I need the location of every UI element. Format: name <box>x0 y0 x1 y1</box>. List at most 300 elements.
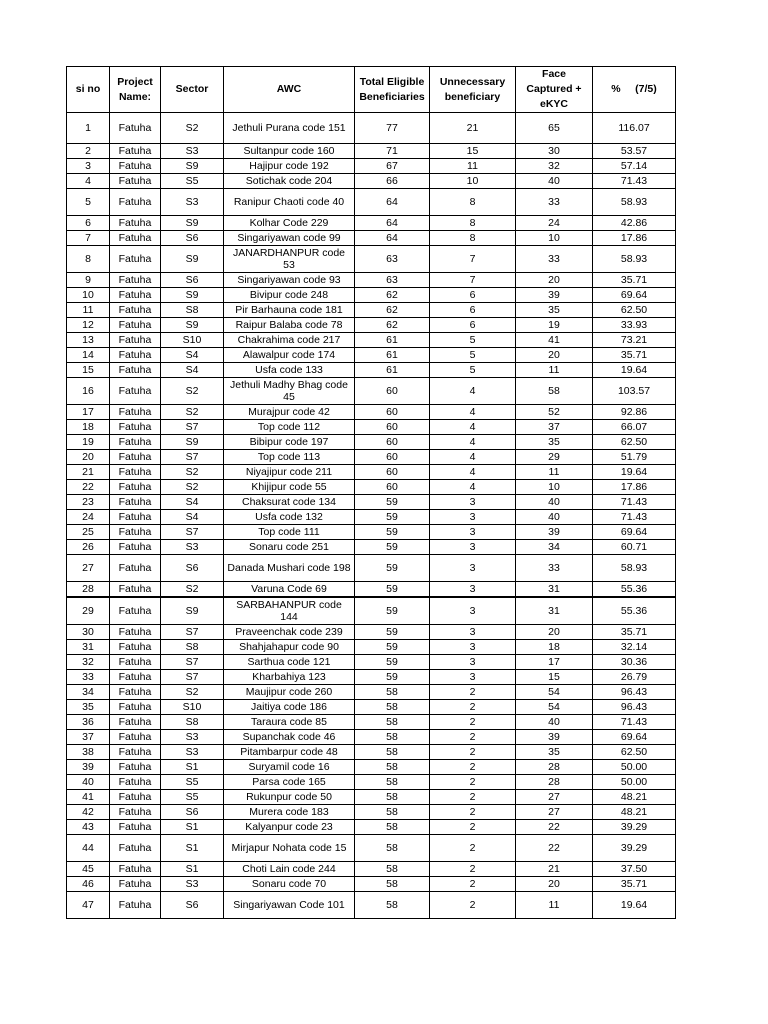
cell-face-captured: 35 <box>516 303 593 318</box>
table-row <box>67 159 676 174</box>
cell-percent: 57.14 <box>593 159 676 174</box>
cell-awc: Pir Barhauna code 181 <box>224 303 355 318</box>
table-row <box>67 655 676 670</box>
cell-unnecessary-count: 4 <box>430 435 516 450</box>
cell-row-number: 7 <box>67 231 110 246</box>
cell-project-name: Fatuha <box>110 775 161 790</box>
cell-total-eligible: 58 <box>355 877 430 892</box>
cell-row-number: 16 <box>67 378 110 405</box>
header-project-name: Project Name: <box>110 67 161 113</box>
header-percent: % (7/5) <box>593 67 676 113</box>
cell-unnecessary-count: 2 <box>430 775 516 790</box>
cell-row-number: 42 <box>67 805 110 820</box>
table-row <box>67 273 676 288</box>
cell-sector: S1 <box>161 820 224 835</box>
cell-row-number: 18 <box>67 420 110 435</box>
table-row <box>67 303 676 318</box>
cell-awc: Top code 112 <box>224 420 355 435</box>
table-row <box>67 348 676 363</box>
cell-unnecessary-count: 10 <box>430 174 516 189</box>
cell-face-captured: 28 <box>516 775 593 790</box>
cell-project-name: Fatuha <box>110 540 161 555</box>
cell-row-number: 38 <box>67 745 110 760</box>
cell-total-eligible: 62 <box>355 288 430 303</box>
cell-total-eligible: 58 <box>355 892 430 919</box>
table-row <box>67 597 676 625</box>
cell-total-eligible: 61 <box>355 363 430 378</box>
cell-total-eligible: 60 <box>355 480 430 495</box>
cell-row-number: 1 <box>67 113 110 144</box>
cell-percent: 60.71 <box>593 540 676 555</box>
cell-unnecessary-count: 8 <box>430 231 516 246</box>
cell-project-name: Fatuha <box>110 820 161 835</box>
cell-awc: Varuna Code 69 <box>224 582 355 598</box>
cell-unnecessary-count: 2 <box>430 877 516 892</box>
table-row <box>67 555 676 582</box>
cell-row-number: 20 <box>67 450 110 465</box>
cell-awc: Parsa code 165 <box>224 775 355 790</box>
cell-awc: Kalyanpur code 23 <box>224 820 355 835</box>
table-row <box>67 862 676 877</box>
cell-face-captured: 27 <box>516 805 593 820</box>
cell-face-captured: 52 <box>516 405 593 420</box>
cell-percent: 58.93 <box>593 555 676 582</box>
cell-face-captured: 27 <box>516 790 593 805</box>
cell-unnecessary-count: 3 <box>430 640 516 655</box>
cell-sector: S4 <box>161 495 224 510</box>
table-row <box>67 625 676 640</box>
table-row <box>67 465 676 480</box>
cell-unnecessary-count: 4 <box>430 378 516 405</box>
cell-row-number: 12 <box>67 318 110 333</box>
cell-sector: S3 <box>161 730 224 745</box>
cell-percent: 33.93 <box>593 318 676 333</box>
header-face-captured: Face Captured + eKYC <box>516 67 593 113</box>
cell-project-name: Fatuha <box>110 231 161 246</box>
cell-unnecessary-count: 2 <box>430 790 516 805</box>
cell-percent: 30.36 <box>593 655 676 670</box>
cell-total-eligible: 59 <box>355 525 430 540</box>
cell-total-eligible: 63 <box>355 246 430 273</box>
cell-percent: 19.64 <box>593 465 676 480</box>
cell-project-name: Fatuha <box>110 405 161 420</box>
cell-unnecessary-count: 2 <box>430 820 516 835</box>
cell-face-captured: 24 <box>516 216 593 231</box>
cell-row-number: 33 <box>67 670 110 685</box>
cell-face-captured: 35 <box>516 435 593 450</box>
cell-face-captured: 40 <box>516 495 593 510</box>
cell-face-captured: 10 <box>516 480 593 495</box>
cell-awc: Ranipur Chaoti code 40 <box>224 189 355 216</box>
cell-face-captured: 37 <box>516 420 593 435</box>
table-row <box>67 174 676 189</box>
cell-total-eligible: 71 <box>355 144 430 159</box>
cell-percent: 58.93 <box>593 246 676 273</box>
cell-percent: 66.07 <box>593 420 676 435</box>
cell-awc: Niyajipur code 211 <box>224 465 355 480</box>
cell-total-eligible: 58 <box>355 745 430 760</box>
cell-unnecessary-count: 2 <box>430 835 516 862</box>
cell-sector: S1 <box>161 760 224 775</box>
cell-face-captured: 11 <box>516 892 593 919</box>
cell-sector: S2 <box>161 685 224 700</box>
cell-unnecessary-count: 3 <box>430 625 516 640</box>
cell-face-captured: 10 <box>516 231 593 246</box>
table-row <box>67 805 676 820</box>
cell-awc: Singariyawan Code 101 <box>224 892 355 919</box>
cell-row-number: 17 <box>67 405 110 420</box>
cell-project-name: Fatuha <box>110 174 161 189</box>
cell-sector: S4 <box>161 510 224 525</box>
cell-awc: Usfa code 133 <box>224 363 355 378</box>
cell-percent: 71.43 <box>593 715 676 730</box>
cell-percent: 96.43 <box>593 685 676 700</box>
cell-total-eligible: 58 <box>355 790 430 805</box>
cell-unnecessary-count: 6 <box>430 288 516 303</box>
cell-row-number: 23 <box>67 495 110 510</box>
cell-percent: 42.86 <box>593 216 676 231</box>
cell-project-name: Fatuha <box>110 805 161 820</box>
cell-sector: S3 <box>161 144 224 159</box>
cell-face-captured: 17 <box>516 655 593 670</box>
cell-face-captured: 11 <box>516 363 593 378</box>
cell-sector: S8 <box>161 715 224 730</box>
cell-percent: 96.43 <box>593 700 676 715</box>
cell-sector: S5 <box>161 775 224 790</box>
cell-total-eligible: 61 <box>355 333 430 348</box>
cell-total-eligible: 58 <box>355 862 430 877</box>
cell-face-captured: 31 <box>516 582 593 598</box>
cell-project-name: Fatuha <box>110 597 161 625</box>
cell-unnecessary-count: 8 <box>430 216 516 231</box>
cell-sector: S2 <box>161 113 224 144</box>
cell-sector: S4 <box>161 348 224 363</box>
cell-row-number: 22 <box>67 480 110 495</box>
cell-percent: 48.21 <box>593 805 676 820</box>
cell-face-captured: 30 <box>516 144 593 159</box>
table-row <box>67 216 676 231</box>
table-row <box>67 189 676 216</box>
cell-row-number: 29 <box>67 597 110 625</box>
cell-row-number: 15 <box>67 363 110 378</box>
table-row <box>67 318 676 333</box>
cell-unnecessary-count: 2 <box>430 685 516 700</box>
cell-sector: S3 <box>161 189 224 216</box>
cell-percent: 19.64 <box>593 892 676 919</box>
cell-project-name: Fatuha <box>110 685 161 700</box>
cell-sector: S3 <box>161 877 224 892</box>
table-row <box>67 525 676 540</box>
header-si-no: si no <box>67 67 110 113</box>
cell-awc: Top code 111 <box>224 525 355 540</box>
cell-unnecessary-count: 3 <box>430 555 516 582</box>
table-row <box>67 144 676 159</box>
cell-unnecessary-count: 2 <box>430 760 516 775</box>
table-row <box>67 510 676 525</box>
cell-total-eligible: 60 <box>355 405 430 420</box>
cell-project-name: Fatuha <box>110 625 161 640</box>
cell-unnecessary-count: 2 <box>430 715 516 730</box>
cell-project-name: Fatuha <box>110 525 161 540</box>
cell-total-eligible: 67 <box>355 159 430 174</box>
cell-row-number: 2 <box>67 144 110 159</box>
cell-row-number: 40 <box>67 775 110 790</box>
table-row <box>67 363 676 378</box>
cell-awc: Sonaru code 251 <box>224 540 355 555</box>
cell-awc: Jethuli Purana code 151 <box>224 113 355 144</box>
cell-percent: 103.57 <box>593 378 676 405</box>
cell-sector: S1 <box>161 835 224 862</box>
beneficiary-table <box>66 66 676 919</box>
cell-row-number: 32 <box>67 655 110 670</box>
cell-unnecessary-count: 7 <box>430 273 516 288</box>
cell-total-eligible: 58 <box>355 685 430 700</box>
cell-project-name: Fatuha <box>110 715 161 730</box>
cell-awc: Choti Lain code 244 <box>224 862 355 877</box>
cell-percent: 35.71 <box>593 877 676 892</box>
cell-project-name: Fatuha <box>110 348 161 363</box>
cell-percent: 62.50 <box>593 303 676 318</box>
table-row <box>67 892 676 919</box>
cell-row-number: 44 <box>67 835 110 862</box>
cell-sector: S10 <box>161 333 224 348</box>
cell-awc: SARBAHANPUR code 144 <box>224 597 355 625</box>
cell-project-name: Fatuha <box>110 420 161 435</box>
header-unnecessary: Unnecessary beneficiary <box>430 67 516 113</box>
cell-total-eligible: 64 <box>355 189 430 216</box>
table-row <box>67 435 676 450</box>
cell-awc: Jethuli Madhy Bhag code 45 <box>224 378 355 405</box>
cell-face-captured: 31 <box>516 597 593 625</box>
cell-project-name: Fatuha <box>110 790 161 805</box>
cell-total-eligible: 59 <box>355 670 430 685</box>
cell-total-eligible: 59 <box>355 640 430 655</box>
table-row <box>67 640 676 655</box>
cell-row-number: 43 <box>67 820 110 835</box>
cell-face-captured: 19 <box>516 318 593 333</box>
cell-awc: Singariyawan code 99 <box>224 231 355 246</box>
cell-sector: S7 <box>161 655 224 670</box>
cell-sector: S3 <box>161 540 224 555</box>
cell-sector: S5 <box>161 790 224 805</box>
cell-unnecessary-count: 11 <box>430 159 516 174</box>
cell-total-eligible: 60 <box>355 435 430 450</box>
cell-sector: S9 <box>161 288 224 303</box>
header-total-eligible: Total Eligible Beneficiaries <box>355 67 430 113</box>
cell-sector: S8 <box>161 640 224 655</box>
cell-sector: S6 <box>161 805 224 820</box>
table-row <box>67 820 676 835</box>
cell-awc: Suryamil code 16 <box>224 760 355 775</box>
cell-project-name: Fatuha <box>110 760 161 775</box>
cell-percent: 55.36 <box>593 582 676 598</box>
cell-total-eligible: 60 <box>355 378 430 405</box>
cell-percent: 35.71 <box>593 348 676 363</box>
cell-face-captured: 39 <box>516 288 593 303</box>
cell-percent: 39.29 <box>593 820 676 835</box>
cell-awc: Sotichak code 204 <box>224 174 355 189</box>
cell-percent: 19.64 <box>593 363 676 378</box>
cell-unnecessary-count: 3 <box>430 597 516 625</box>
cell-percent: 69.64 <box>593 288 676 303</box>
cell-total-eligible: 64 <box>355 216 430 231</box>
cell-total-eligible: 63 <box>355 273 430 288</box>
cell-total-eligible: 66 <box>355 174 430 189</box>
cell-project-name: Fatuha <box>110 555 161 582</box>
cell-face-captured: 35 <box>516 745 593 760</box>
cell-project-name: Fatuha <box>110 670 161 685</box>
cell-awc: Kharbahiya 123 <box>224 670 355 685</box>
cell-sector: S2 <box>161 405 224 420</box>
cell-total-eligible: 59 <box>355 555 430 582</box>
cell-unnecessary-count: 2 <box>430 745 516 760</box>
cell-total-eligible: 61 <box>355 348 430 363</box>
cell-sector: S9 <box>161 216 224 231</box>
cell-total-eligible: 58 <box>355 700 430 715</box>
table-row <box>67 480 676 495</box>
cell-awc: Murajpur code 42 <box>224 405 355 420</box>
cell-percent: 26.79 <box>593 670 676 685</box>
cell-awc: Mirjapur Nohata code 15 <box>224 835 355 862</box>
cell-sector: S10 <box>161 700 224 715</box>
cell-project-name: Fatuha <box>110 144 161 159</box>
cell-total-eligible: 59 <box>355 655 430 670</box>
cell-project-name: Fatuha <box>110 216 161 231</box>
cell-sector: S3 <box>161 745 224 760</box>
cell-total-eligible: 59 <box>355 625 430 640</box>
cell-face-captured: 22 <box>516 820 593 835</box>
cell-percent: 58.93 <box>593 189 676 216</box>
cell-percent: 53.57 <box>593 144 676 159</box>
cell-awc: Maujipur code 260 <box>224 685 355 700</box>
cell-unnecessary-count: 3 <box>430 582 516 598</box>
cell-sector: S2 <box>161 378 224 405</box>
cell-unnecessary-count: 3 <box>430 525 516 540</box>
cell-row-number: 26 <box>67 540 110 555</box>
cell-awc: Bivipur code 248 <box>224 288 355 303</box>
table-row <box>67 730 676 745</box>
cell-awc: Top code 113 <box>224 450 355 465</box>
cell-face-captured: 65 <box>516 113 593 144</box>
cell-unnecessary-count: 2 <box>430 862 516 877</box>
cell-awc: JANARDHANPUR code 53 <box>224 246 355 273</box>
cell-project-name: Fatuha <box>110 655 161 670</box>
cell-face-captured: 29 <box>516 450 593 465</box>
header-awc: AWC <box>224 67 355 113</box>
cell-sector: S6 <box>161 555 224 582</box>
cell-face-captured: 18 <box>516 640 593 655</box>
cell-awc: Shahjahapur code 90 <box>224 640 355 655</box>
cell-face-captured: 33 <box>516 189 593 216</box>
table-row <box>67 670 676 685</box>
cell-project-name: Fatuha <box>110 318 161 333</box>
cell-total-eligible: 64 <box>355 231 430 246</box>
cell-percent: 17.86 <box>593 480 676 495</box>
cell-awc: Supanchak code 46 <box>224 730 355 745</box>
cell-sector: S4 <box>161 363 224 378</box>
cell-project-name: Fatuha <box>110 745 161 760</box>
cell-unnecessary-count: 3 <box>430 495 516 510</box>
cell-awc: Usfa code 132 <box>224 510 355 525</box>
cell-face-captured: 22 <box>516 835 593 862</box>
cell-awc: Praveenchak code 239 <box>224 625 355 640</box>
cell-row-number: 3 <box>67 159 110 174</box>
cell-project-name: Fatuha <box>110 246 161 273</box>
table-row <box>67 288 676 303</box>
cell-row-number: 34 <box>67 685 110 700</box>
cell-row-number: 8 <box>67 246 110 273</box>
cell-percent: 51.79 <box>593 450 676 465</box>
table-row <box>67 700 676 715</box>
cell-row-number: 9 <box>67 273 110 288</box>
cell-face-captured: 54 <box>516 685 593 700</box>
cell-row-number: 41 <box>67 790 110 805</box>
cell-project-name: Fatuha <box>110 730 161 745</box>
table-row <box>67 775 676 790</box>
cell-project-name: Fatuha <box>110 582 161 598</box>
cell-sector: S7 <box>161 625 224 640</box>
cell-face-captured: 40 <box>516 174 593 189</box>
cell-sector: S9 <box>161 318 224 333</box>
cell-face-captured: 21 <box>516 862 593 877</box>
cell-percent: 71.43 <box>593 174 676 189</box>
cell-sector: S7 <box>161 420 224 435</box>
cell-face-captured: 28 <box>516 760 593 775</box>
cell-face-captured: 20 <box>516 625 593 640</box>
table-row <box>67 685 676 700</box>
cell-awc: Sarthua code 121 <box>224 655 355 670</box>
table-row <box>67 540 676 555</box>
cell-unnecessary-count: 15 <box>430 144 516 159</box>
cell-project-name: Fatuha <box>110 288 161 303</box>
cell-percent: 50.00 <box>593 760 676 775</box>
cell-total-eligible: 77 <box>355 113 430 144</box>
cell-percent: 39.29 <box>593 835 676 862</box>
cell-sector: S9 <box>161 435 224 450</box>
cell-sector: S8 <box>161 303 224 318</box>
cell-percent: 73.21 <box>593 333 676 348</box>
cell-row-number: 24 <box>67 510 110 525</box>
header-sector: Sector <box>161 67 224 113</box>
cell-row-number: 5 <box>67 189 110 216</box>
cell-awc: Danada Mushari code 198 <box>224 555 355 582</box>
cell-project-name: Fatuha <box>110 480 161 495</box>
cell-awc: Sonaru code 70 <box>224 877 355 892</box>
cell-unnecessary-count: 5 <box>430 348 516 363</box>
cell-row-number: 13 <box>67 333 110 348</box>
cell-awc: Bibipur code 197 <box>224 435 355 450</box>
cell-percent: 55.36 <box>593 597 676 625</box>
cell-row-number: 4 <box>67 174 110 189</box>
cell-sector: S2 <box>161 480 224 495</box>
cell-project-name: Fatuha <box>110 892 161 919</box>
cell-unnecessary-count: 2 <box>430 730 516 745</box>
cell-awc: Rukunpur code 50 <box>224 790 355 805</box>
cell-row-number: 39 <box>67 760 110 775</box>
table-row <box>67 113 676 144</box>
cell-face-captured: 40 <box>516 510 593 525</box>
cell-percent: 50.00 <box>593 775 676 790</box>
cell-row-number: 19 <box>67 435 110 450</box>
header-row <box>67 67 676 113</box>
cell-total-eligible: 58 <box>355 835 430 862</box>
cell-project-name: Fatuha <box>110 435 161 450</box>
cell-awc: Raipur Balaba code 78 <box>224 318 355 333</box>
cell-face-captured: 54 <box>516 700 593 715</box>
cell-unnecessary-count: 8 <box>430 189 516 216</box>
cell-row-number: 35 <box>67 700 110 715</box>
table-row <box>67 450 676 465</box>
